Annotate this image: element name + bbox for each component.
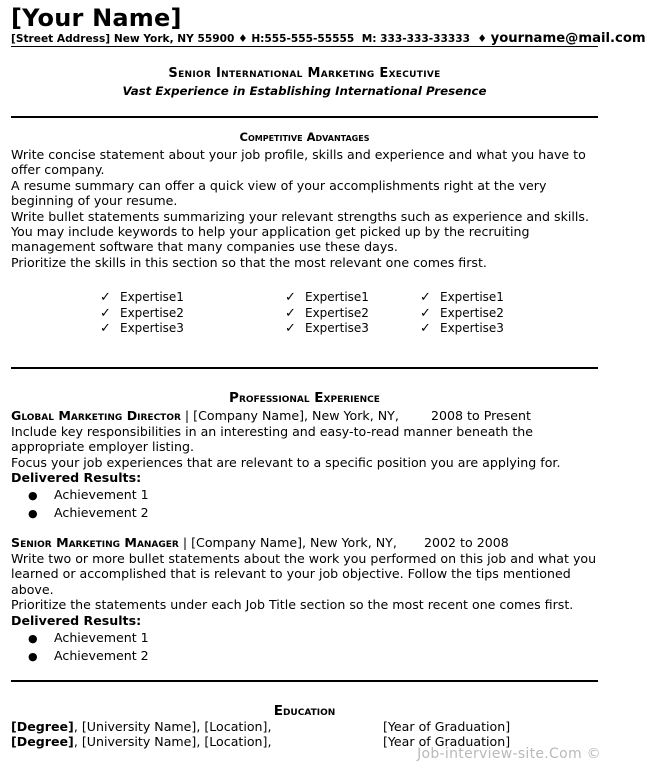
- achievement-text: Achievement 1: [54, 487, 149, 502]
- separator-diamond: ♦: [477, 33, 487, 45]
- bullet-icon: ●: [28, 489, 38, 502]
- degree: [Degree]: [11, 719, 74, 734]
- skill-item: [285, 321, 369, 337]
- skill-label: Expertise2: [120, 305, 184, 320]
- skill-item: [420, 290, 504, 306]
- skill-item: [420, 306, 504, 322]
- section-divider: [11, 680, 598, 682]
- skill-label: Expertise1: [305, 290, 369, 304]
- job-description: [11, 551, 603, 628]
- contact-line: [11, 31, 646, 46]
- achievement-text: Achievement 2: [54, 647, 149, 663]
- achievement-text: Achievement 1: [54, 630, 149, 645]
- skills-grid: [0, 290, 609, 340]
- achievement-text: Achievement 2: [54, 504, 149, 520]
- competitive-advantages-heading: Competitive Advantages: [239, 130, 370, 144]
- email-address: yourname@mail.com: [490, 31, 646, 46]
- skill-item: [100, 290, 184, 306]
- graduation-year: [Year of Graduation]: [383, 719, 511, 734]
- graduation-year: [Year of Graduation]: [383, 734, 511, 749]
- candidate-name: [Your Name]: [11, 4, 182, 32]
- summary-paragraph: A resume summary can offer a quick view of your accomplishments right at the very beginning of your resume.: [11, 177, 547, 209]
- education-heading: Education: [273, 703, 336, 719]
- skill-item: [285, 290, 369, 306]
- checkmark-icon: ✓: [285, 321, 296, 336]
- section-divider: [11, 116, 598, 118]
- job-header: [11, 535, 397, 550]
- job-paragraph: Include key responsibilities in an interesting and easy-to-read manner beneath the appropriate employer listing.: [11, 424, 534, 455]
- job-header: [11, 408, 399, 423]
- skill-item: [285, 306, 369, 322]
- skills-column: [420, 290, 504, 337]
- skill-label: Expertise3: [305, 321, 369, 335]
- results-label: Delivered Results:: [11, 470, 142, 486]
- separator-diamond: ♦: [238, 33, 248, 45]
- city-state-zip: New York, NY 55900: [113, 33, 235, 45]
- street-address: [Street Address]: [11, 33, 111, 45]
- job-company: | [Company Name], New York, NY,: [180, 408, 399, 423]
- home-phone: H:555-555-55555: [251, 33, 355, 45]
- job-title: Senior Marketing Manager: [11, 535, 179, 550]
- checkmark-icon: ✓: [100, 290, 111, 305]
- results-label: Delivered Results:: [11, 612, 142, 628]
- skill-item: [420, 321, 504, 337]
- summary-paragraph: Write bullet statements summarizing your relevant strengths such as experience and skills. You may include keywords to help your application get picked up by the recruiting management software that many companies use these days.: [11, 208, 589, 255]
- education-entry: [11, 734, 271, 749]
- achievements-list: [28, 487, 149, 522]
- skills-column: [285, 290, 369, 337]
- skill-label: Expertise1: [120, 290, 184, 304]
- job-paragraph: Focus your job experiences that are relevant to a specific position you are applying for.: [11, 454, 561, 470]
- section-divider: [11, 367, 598, 369]
- skill-label: Expertise3: [440, 321, 504, 335]
- bullet-icon: ●: [28, 506, 38, 520]
- site-watermark: Job-interview-site.Com ©: [417, 746, 601, 762]
- list-item: [28, 505, 149, 523]
- summary-paragraph: Prioritize the skills in this section so that the most relevant one comes first.: [11, 254, 487, 270]
- mobile-phone: M: 333-333-33333: [361, 33, 471, 45]
- skill-label: Expertise3: [120, 321, 184, 335]
- list-item: [28, 648, 149, 666]
- skills-column: [100, 290, 184, 337]
- job-paragraph: Write two or more bullet statements about the work you performed on this job and what you learned or accomplished that is relevant to your job objective. Follow the tips mentioned above.: [11, 551, 597, 597]
- checkmark-icon: ✓: [420, 305, 431, 321]
- checkmark-icon: ✓: [100, 321, 111, 336]
- skill-label: Expertise2: [305, 305, 369, 320]
- checkmark-icon: ✓: [100, 305, 111, 321]
- job-paragraph: Prioritize the statements under each Job Title section so the most recent one comes first.: [11, 597, 574, 613]
- university-location: , [University Name], [Location],: [73, 719, 272, 734]
- job-dates: 2002 to 2008: [424, 535, 509, 550]
- list-item: [28, 487, 149, 505]
- professional-experience-heading: Professional Experience: [229, 390, 380, 406]
- headline-subtitle: Vast Experience in Establishing International Presence: [122, 84, 487, 98]
- checkmark-icon: ✓: [420, 321, 431, 336]
- job-title: Global Marketing Director: [11, 408, 181, 423]
- degree: [Degree]: [11, 734, 74, 749]
- skill-label: Expertise1: [440, 290, 504, 304]
- bullet-icon: ●: [28, 632, 38, 645]
- skill-item: [100, 306, 184, 322]
- headline-title: Senior International Marketing Executive: [168, 66, 441, 81]
- education-entry: [11, 719, 271, 734]
- job-dates: 2008 to Present: [431, 408, 531, 423]
- list-item: [28, 630, 149, 648]
- skill-item: [100, 321, 184, 337]
- competitive-summary: [11, 147, 603, 270]
- achievements-list: [28, 630, 149, 665]
- bullet-icon: ●: [28, 649, 38, 663]
- checkmark-icon: ✓: [285, 305, 296, 321]
- checkmark-icon: ✓: [285, 290, 296, 305]
- summary-paragraph: Write concise statement about your job profile, skills and experience and what you have to offer company.: [11, 147, 586, 178]
- job-description: [11, 424, 603, 486]
- job-company: | [Company Name], New York, NY,: [178, 535, 397, 550]
- header-divider: [11, 46, 598, 47]
- checkmark-icon: ✓: [420, 290, 431, 305]
- skill-label: Expertise2: [440, 305, 504, 320]
- university-location: , [University Name], [Location],: [73, 734, 272, 749]
